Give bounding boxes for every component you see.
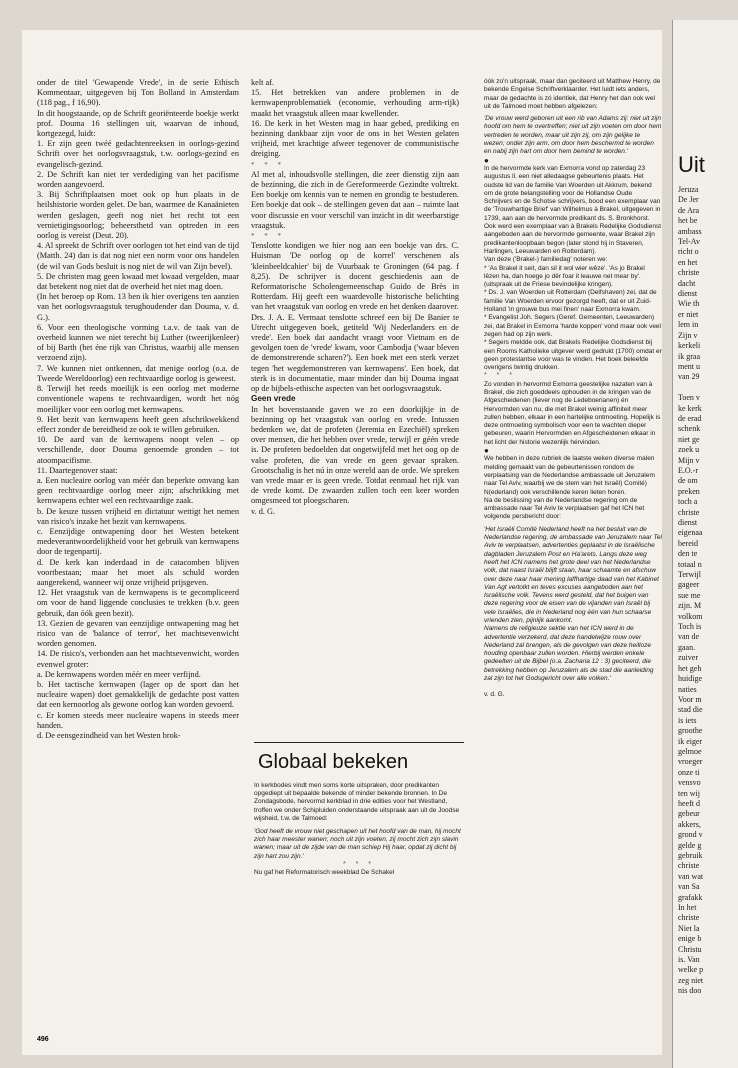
paragraph: a. De kernwapens worden méér en meer verfijnd. xyxy=(37,669,201,679)
paragraph: * Segers meldde ook, dat Brakels Redelijke Godsdienst bij een Rooms Katholieke uitgever werd gedrukt (1700) omdat er geen protestantse voor was te vinden. Het boek beleefde overigens twintig drukken. xyxy=(484,339,662,372)
paragraph: c. Eenzijdige ontwapening door het Westen betekent medeverantwoordelijkheid voor het gebruik van kernwapens door de tegenpartij. xyxy=(37,526,239,557)
section-divider: * * * xyxy=(484,372,517,380)
box-title: Globaal bekeken xyxy=(258,751,409,773)
paragraph: 4. Al spreekt de Schrift over oorlogen tot het eind van de tijd (Matth. 24) dan is dat nog niet een norm voor ons handelen (de wil van Gods besluit is nog niet de wil van Zijn bevel). xyxy=(37,241,239,271)
subheading-geen-vrede: Geen vrede xyxy=(251,394,296,404)
press-release: 'Het Israëli Comité Nederland heeft na het besluit van de Nederlandse regering, de ambassade van Jeruzalem naar Tel Aviv te verplaatsen, advertenties geplaatst in de Israëlische dagbladen Jeruzalem Post en Ha'arets. Langs deze weg heeft het ICN namens het grote deel van het Nederlandse volk, dat naast Israël blijft staan, haar schaamte en afschuw over deze naar haar mening laffhartige daad van het Kabinet Van Agt vertolkt en teves excuses aangeboden aan het Israëlische volk. Tevens werd gesteld, dat het buigen van deze regering voor de eisen van de vijanden van Israël bij vele Israëlies, die in Nederland nog één van hun schaarse vrienden zien, pijnlijk aankomt. xyxy=(484,525,662,624)
page-number: 496 xyxy=(37,1036,49,1043)
box-intro: In kerkbodes vindt men soms korte uitspraken, door predikanten opgediept uit bepaalde bekende of minder bekende bronnen. In De Zondagsbode, hervormd kerkblad in drie edities voor het Westland, troffen we onder Schipluiden onderstaande uitspraak aan uit de Joodse wijsheid, t.w. de Talmoed: xyxy=(254,782,460,822)
section-dot: ● xyxy=(484,155,489,165)
paragraph: In de hervormde kerk van Exmorra vond op zaterdag 23 augustus ll. een niet alledaagse gebeurtenis plaats. Het oudste lid van de familie Van Woerden uit Akkrum, bekend om de grote belangstelling voor de Hollandse Oude Schrijvers en de Schotse schrijvers, bood een exemplaar van de 'Trouwhartige Brief' van Wilhelmus à Brakel, uitgegeven in 1739, aan aan de hervormde predikant ds. S. Bronkhorst. Ook werd een exemplaar van à Brakels Redelijke Godsdienst aangeboden aan de hervormde gemeente, waar Brakel zijn predikantenloopbaan begon (later stond hij in Staveren, Harlingen, Leeuwarden en Rotterdam). xyxy=(484,164,662,255)
column-1 xyxy=(37,78,239,1046)
paragraph: 9. Het bezit van kernwapens heeft geen afschrikwekkend effect zonder de bereidheid ze ook te willen gebruiken. xyxy=(37,414,239,434)
paragraph: Tenslotte kondigen we hier nog aan een boekje van drs. C. Huisman 'De oorlog op de korrel' verschenen als 'kleinbeeldcahier' bij de Vuurbaak te Groningen (64 pag. f 8,25). De schrijver is docent geschiedenis aan de Reformatorische Scholengemeenschap Guido de Brès in Rotterdam. Hij geeft een waardevolle historische belichting van het vraagstuk van oorlog en vrede en het denken daarover. xyxy=(251,241,459,312)
section-divider: * * * xyxy=(342,860,376,868)
paragraph: 10. De aard van de kernwapens noopt velen – op verschillende, door Douma genoemde gronden – tot atoompacifisme. xyxy=(37,435,239,465)
page-gutter xyxy=(672,20,673,1068)
adjacent-page-text: Jeruza De Jer de Ara het be ambass Tel-Av richt o en het christe dacht dienst Wie th er niet lem in Zijn v kerkeli ik graa ment u van 29 Toen v ke kerk de erad schenk niet ge zoek u Mijn v E.O.-r de om preken toch a christe dienst eigenaa bereid den te totaal n Terwijl gageer sue me zijn. M volkom Toch is van de gaan. zuiver het geh huidige naties Voor m stad die is iets groothe ik eiger gelmoe vroeger onze ti vensvo ten wij heeft d gebeur akkers, grond v gelde g gebruik christe van wat van Sa grafakk In het christe Niet la enige b Christu is. Van welke p zeg niet nis doo xyxy=(678,185,704,996)
paragraph: 16. De kerk in het Westen mag in haar gebed, prediking en bezinning dankbaar zijn voor de ons in het Westen gelaten vrijheid, met krachtige afweer tegenover de communistische dreiging. xyxy=(251,118,459,159)
paragraph: 5. De christen mag geen kwaad met kwaad vergelden, maar dat betekent nog niet dat de overheid het niet mag doen. xyxy=(37,271,239,292)
paragraph: 7. We kunnen niet ontkennen, dat menige oorlog (o.a. de Tweede Wereldoorlog) een rechtvaardige oorlog is geweest. xyxy=(37,363,239,383)
paragraph: 15. Het betrekken van andere problemen in de kernwapenproblematiek (economie, verhouding arm-rijk) maakt het vraagstuk alleen maar kwellender. xyxy=(251,88,459,118)
paragraph: Na de beslissing van de Nederlandse regering om de ambassade naar Tel Aviv te verplaatsen gaf het ICN het volgende persbericht door: xyxy=(484,496,645,521)
paragraph: Van deze ('Brakel-) familiedag' noteren we: xyxy=(484,256,608,264)
quote: 'De vrouw werd geboren uit een rib van Adams zij: niet uit zijn hoofd om hem te overtreffen; niet uit zijn voeten om door hem vertreden te worden, maar uit zijn zij, om zijn gelijke te wezen; onder zijn arm, om door hem beschermd te worden en nabij zijn hart om door hem bemind te worden.' xyxy=(484,115,662,156)
column-3 xyxy=(484,78,662,1042)
paragraph: Drs. J. A. E. Vermaat tenslotte schreef een bij De Banier te Utrecht uitgegeven boek, getiteld 'Wij Nederlanders en de vrede'. Een boek dat aandacht vraagt voor Vietnam en de gevolgen toen de 'vrede' kwam, voor Cambodja ('waar bleven de demonstrerende scharen?'). Een boek met een sterk verzet tegen 'het wegdemonstreren van kernwapens'. Een boek, dat sterk is in documentatie, maar minder dan bij Douma ingaat op de bijbels-ethische aspecten van het oorlogsvraagstuk. xyxy=(251,312,459,394)
paragraph: óók zo'n uitspraak, maar dan geciteerd uit Matthew Henry, de bekende Engelse Schriftverklaarder. Het luidt iets anders, maar de gedachte is zó identiek, dat Henry het dan ook wel uit de Talmoed moet hebben afgelezen: xyxy=(484,78,661,110)
section-divider: * * * xyxy=(251,160,285,169)
section-divider: * * * xyxy=(251,232,285,241)
paragraph: 8. Terwijl het reeds moeilijk is een oorlog met moderne conventionele wapens te rechtvaardigen, wordt het nóg moeilijker voor een oorlog met kernwapens. xyxy=(37,384,239,414)
paragraph: onder de titel 'Gewapende Vrede', in de serie Ethisch Kommentaar, uitgegeven bij Ton Bolland in Amsterdam (118 pag., f 16,90). xyxy=(37,78,239,108)
paragraph: c. Er komen steeds meer nucleaire wapens in steeds meer handen. xyxy=(37,710,239,730)
paragraph: Al met al, inhoudsvolle stellingen, die zeer dienstig zijn aan de bezinning, die zich in de Gereformeerde Gezindte voltrekt. Een boekje om kennis van te nemen en grondig te bestuderen. Een boekje dat ook – de stellingen geven dat aan – ruimte laat voor discussie en voor verschil van inzicht in dit weerbarstige vraagstuk. xyxy=(251,169,459,230)
section-dot: ● xyxy=(484,446,489,456)
paragraph: d. De eensgezindheid van het Westen brok- xyxy=(37,731,181,740)
paragraph: 12. Het vraagstuk van de kernwapens is te gecompliceerd om voor de hand liggende conclusies te trekken (b.v. geen gebruik, dan óók geen bezit). xyxy=(37,588,239,618)
paragraph: 13. Gezien de gevaren van eenzijdige ontwapening mag het risico van de 'balance of terror', het machtsevenwicht worden genomen. xyxy=(37,618,239,649)
paragraph: In dit hoogstaande, op de Schrift georiënteerde boekje werkt prof. Douma 16 stellingen uit, waarvan de inhoud, kortgezegd, luidt: xyxy=(37,108,239,139)
paragraph: 2. De Schrift kan niet ter verdediging van het pacifisme worden aangevoerd. xyxy=(37,169,239,190)
box-quote: 'God heeft de vrouw niet geschapen uit het hoofd van de man, hij mocht zich haar meester wanen; noch uit zijn voeten, zij mocht zich zijn slavin wanen; maar uit de zijde van de man schiep Hij haar, opdat zij dicht bij zijn hart zou zijn.' xyxy=(254,828,461,860)
adjacent-page-edge xyxy=(672,20,738,1068)
paragraph: kelt af. xyxy=(251,78,275,87)
paragraph: b. De keuze tussen vrijheid en dictatuur wettigt het nemen van risico's inzake het bezit van kernwapens. xyxy=(37,506,239,526)
press-release: Namens de religieuze sektie van het ICN werd in de advertentie verzekerd, dat deze handelwijze rouw over Nederland zal brengen, als de gevolgen van deze heilloze houding openbaar zullen worden. Hierbij werden enkele gedeelten uit de Bijbel (o.a. Zacharia 12 : 3) geciteerd, die betrekking hebben op Jeruzalem als de stad die aanleiding zal zijn tot het Godsgericht over alle volken.' xyxy=(484,625,654,683)
paragraph: 6. Voor een theologische vorming t.a.v. de taak van de overheid kunnen we niet terecht bij Luther (tweerijkenleer) of bij Barth (het éne rijk van Christus, waarbij alle mensen verzoend zijn). xyxy=(37,322,239,363)
paragraph: 1. Er zijn geen twéé gedachtenreeksen in oorlogs-gezind Schrift over het oorlogsvraagstuk, t.w. oorlogs-gezind en evangelisch-gezind. xyxy=(37,139,239,169)
globaal-bekeken-box xyxy=(254,742,464,1043)
adjacent-page-heading: Uit xyxy=(678,152,705,177)
paragraph: 11. Daartegenover staat: xyxy=(37,465,118,475)
box-footer: Nu gaf het Reformatorisch weekblad De Schakel xyxy=(254,869,395,877)
author-signature: v. d. G. xyxy=(484,691,505,699)
paragraph: * 'As Brakel it seit, dan sil it wol wier wêze'. 'As jo Brakel lêzen ha, dan hoege jo dêr foar it leauwe net mear by'. (uitspraak uit de Friese bevindelijke kringen). xyxy=(484,264,645,289)
paragraph: a. Een nucleaire oorlog van méér dan beperkte omvang kan geen rechtvaardige oorlog meer zijn; afschrikking met kernwapens echter wel een rechtvaardige zaak. xyxy=(37,475,239,506)
magazine-page xyxy=(22,30,662,1055)
paragraph: (In het beroep op Rom. 13 ben ik hier overigens ten aanzien van het oorlogsvraagstuk terughoudender dan Douma, v. d. G.). xyxy=(37,292,239,322)
paragraph: 3. Bij Schriftplaatsen moet ook op hun plaats in de heilshistorie worden gelet. De ban, waarmee de Kanaänieten werden geslagen, geeft nog niet het recht tot een vernietigingsoorlog; beheersthetd van optreden in een oorlog is vereist (Deut. 20). xyxy=(37,190,239,241)
author-signature: v. d. G. xyxy=(251,506,276,516)
paragraph: Zo vonden in hervormd Exmorra geestelijke nazaten van à Brakel, die zich goeddeels ophouden in de kringen van de Afgescheidenen (liever nog de Ledeboerianen) én Hervormden van nu, die met Brakel weinig affiniteit meer zullen hebben, elkaar in een hartelijke ontmoeting. Hopelijk is deze ontmoeting symbolisch voor een te wachten dieper gebeuren, waarin Hervormden en Afgescheidenen elkaar in het licht der historie wezenlijk hérvinden. xyxy=(484,380,661,446)
paragraph: b. Het tactische kernwapen (lager op de sport dan het nucleaire wapen) doet gemakkelijk de gedachte post vatten dat een kernoorlog als gewone oorlog kan worden gevoerd. xyxy=(37,679,239,710)
column-2 xyxy=(251,78,459,738)
paragraph: * Ds. J. van Woerden uit Rotterdam (Delfshaven) zei, dat de familie Van Woerden ervoor gezorgd heeft, dat er uit Zuid-Holland 'in grouwe bus mei finen' naar Exmorra kwam. xyxy=(484,289,657,314)
paragraph: * Evangelist Joh. Segers (Geref. Gemeenten, Leeuwarden) zei, dat Brakel in Exmorra 'harde koppen' vond maar ook veel zegen had op zijn werk. xyxy=(484,314,661,338)
closing-paragraph: In het bovenstaande gaven we zo een doorkijkje in de bezinning op het vraagstuk van oorlog en vrede. Intussen bedenken we, dat de profeten (Jeremia en Ezechiël) spreken over mensen, die het hebben over vrede, terwijl er géén vrede is. De profeten bedoelden dat ongetwijfeld met het oog op de valse profeten, die van vrede en geen gevaar spraken. Grootschalig is het nú in onze wereld aan de orde. We spreken van vrede maar er is geen vrede. Totdat eenmaal het rijk van de vrede komt. De zwaarden zullen toch een keer worden omgesmeed tot ploegscharen. xyxy=(251,404,459,506)
paragraph: We hebben in deze rubriek de laatste weken diverse malen melding gemaakt van de gebeurtenissen rondom de verplaatsing van de Nederlandse ambassade uit Jeruzalem naar Tel Aviv, waarbij we de stem van het Israël) Comité) N(ederland) ook verschillende keren lieten horen. xyxy=(484,455,655,496)
paragraph: d. De kerk kan inderdaad in de catacomben blijven voortbestaan; maar het moet als schuld worden aangerekend, wanneer wij onze vrijheid prijsgeven. xyxy=(37,557,239,587)
paragraph: 14. De risico's, verbonden aan het machtsevenwicht, worden evenwel groter: xyxy=(37,649,239,669)
